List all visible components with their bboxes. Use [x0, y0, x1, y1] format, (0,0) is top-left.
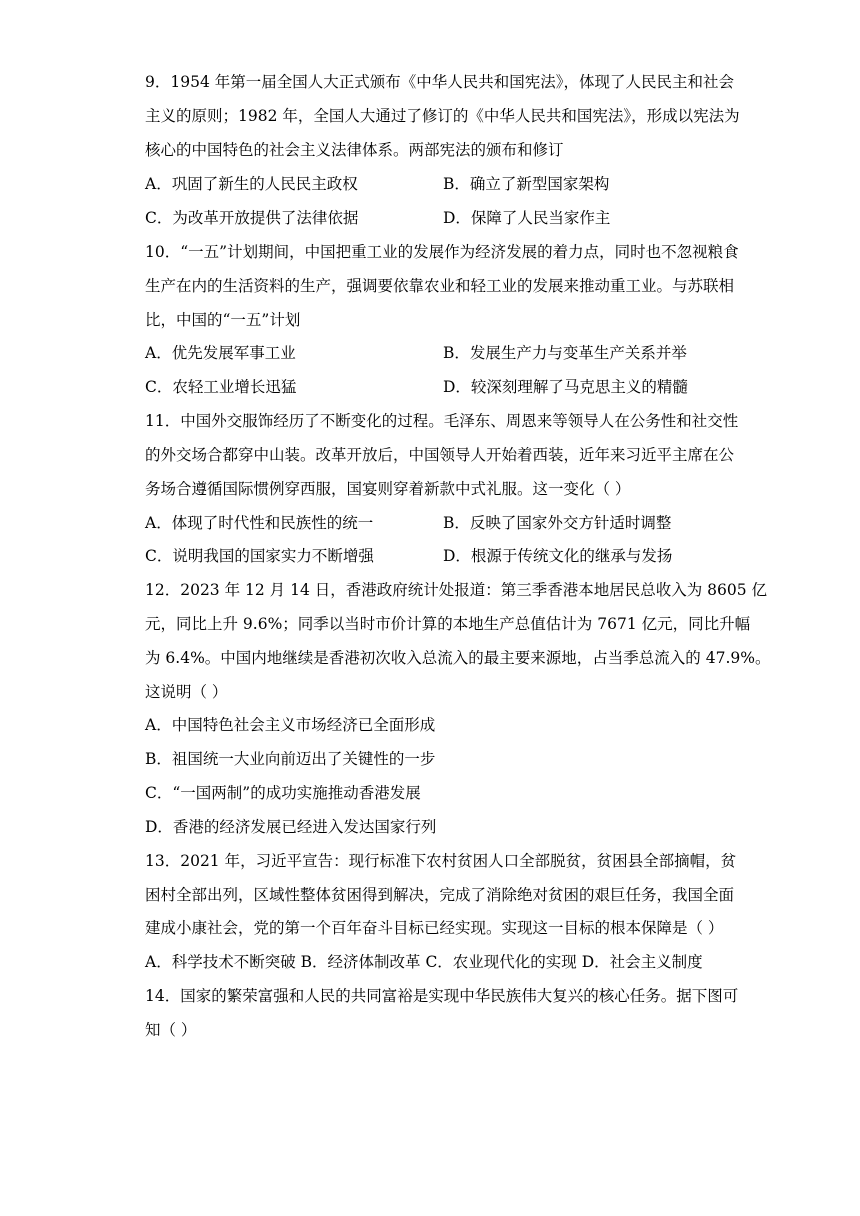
q11-option-d[interactable]: D．根源于传统文化的继承与发扬 — [443, 547, 673, 565]
q12-stem-line-2: 元，同比上升 9.6%；同季以当时市价计算的本地生产总值估计为 7671 亿元，同比升幅 — [145, 615, 751, 633]
q9-option-b[interactable]: B．确立了新型国家架构 — [443, 175, 610, 193]
q14-stem-line-1: 14．国家的繁荣富强和人民的共同富裕是实现中华民族伟大复兴的核心任务。据下图可 — [145, 987, 739, 1005]
q11-option-a[interactable]: A．体现了时代性和民族性的统一 — [145, 514, 374, 532]
q9-stem-line-3: 核心的中国特色的社会主义法律体系。两部宪法的颁布和修订 — [145, 141, 564, 159]
q9-stem-line-1: 9．1954 年第一届全国人大正式颁布《中华人民共和国宪法》，体现了人民民主和社会 — [145, 73, 734, 91]
q11-stem-line-2: 的外交场合都穿中山装。改革开放后，中国领导人开始着西装，近年来习近平主席在公 — [145, 446, 735, 464]
q11-stem-line-1: 11．中国外交服饰经历了不断变化的过程。毛泽东、周恩来等领导人在公务性和社交性 — [145, 412, 739, 430]
q12-stem-line-1: 12．2023 年 12 月 14 日，香港政府统计处报道：第三季香港本地居民总收入为 8605 亿 — [145, 581, 768, 599]
q12-option-c[interactable]: C．“一国两制”的成功实施推动香港发展 — [145, 784, 421, 802]
q10-stem-line-2: 生产在内的生活资料的生产，强调要依靠农业和轻工业的发展来推动重工业。与苏联相 — [145, 277, 735, 295]
q13-stem-line-2: 困村全部出列，区域性整体贫困得到解决，完成了消除绝对贫困的艰巨任务，我国全面 — [145, 886, 735, 904]
q12-option-b[interactable]: B．祖国统一大业向前迈出了关键性的一步 — [145, 750, 436, 768]
q13-options-line[interactable]: A．科学技术不断突破 B．经济体制改革 C．农业现代化的实现 D．社会主义制度 — [145, 953, 703, 971]
q9-option-a[interactable]: A．巩固了新生的人民民主政权 — [145, 175, 358, 193]
q10-stem-line-1: 10．“一五”计划期间，中国把重工业的发展作为经济发展的着力点，同时也不忽视粮食 — [145, 243, 739, 261]
q9-option-c[interactable]: C．为改革开放提供了法律依据 — [145, 209, 359, 227]
q11-stem-line-3: 务场合遵循国际惯例穿西服，国宴则穿着新款中式礼服。这一变化（ ） — [145, 480, 631, 498]
q13-stem-line-1: 13．2021 年，习近平宣告：现行标准下农村贫困人口全部脱贫，贫困县全部摘帽，贫 — [145, 852, 737, 870]
q12-stem-line-3: 为 6.4%。中国内地继续是香港初次收入总流入的最主要来源地，占当季总流入的 47.9%。 — [145, 649, 771, 667]
q9-option-d[interactable]: D．保障了人民当家作主 — [443, 209, 611, 227]
q10-option-c[interactable]: C．农轻工业增长迅猛 — [145, 378, 297, 396]
q10-option-a[interactable]: A．优先发展军事工业 — [145, 344, 296, 362]
q12-stem-line-4: 这说明（ ） — [145, 683, 228, 701]
q9-stem-line-2: 主义的原则；1982 年，全国人大通过了修订的《中华人民共和国宪法》，形成以宪法为 — [145, 107, 740, 125]
q10-stem-line-3: 比，中国的“一五”计划 — [145, 311, 301, 329]
q11-option-b[interactable]: B．反映了国家外交方针适时调整 — [443, 514, 672, 532]
q10-option-b[interactable]: B．发展生产力与变革生产关系并举 — [443, 344, 687, 362]
q13-stem-line-3: 建成小康社会，党的第一个百年奋斗目标已经实现。实现这一目标的根本保障是（ ） — [145, 919, 724, 937]
q14-stem-line-2: 知（ ） — [145, 1021, 197, 1039]
q10-option-d[interactable]: D．较深刻理解了马克思主义的精髓 — [443, 378, 688, 396]
q11-option-c[interactable]: C．说明我国的国家实力不断增强 — [145, 547, 374, 565]
q12-option-a[interactable]: A．中国特色社会主义市场经济已全面形成 — [145, 716, 436, 734]
q12-option-d[interactable]: D．香港的经济发展已经进入发达国家行列 — [145, 818, 437, 836]
